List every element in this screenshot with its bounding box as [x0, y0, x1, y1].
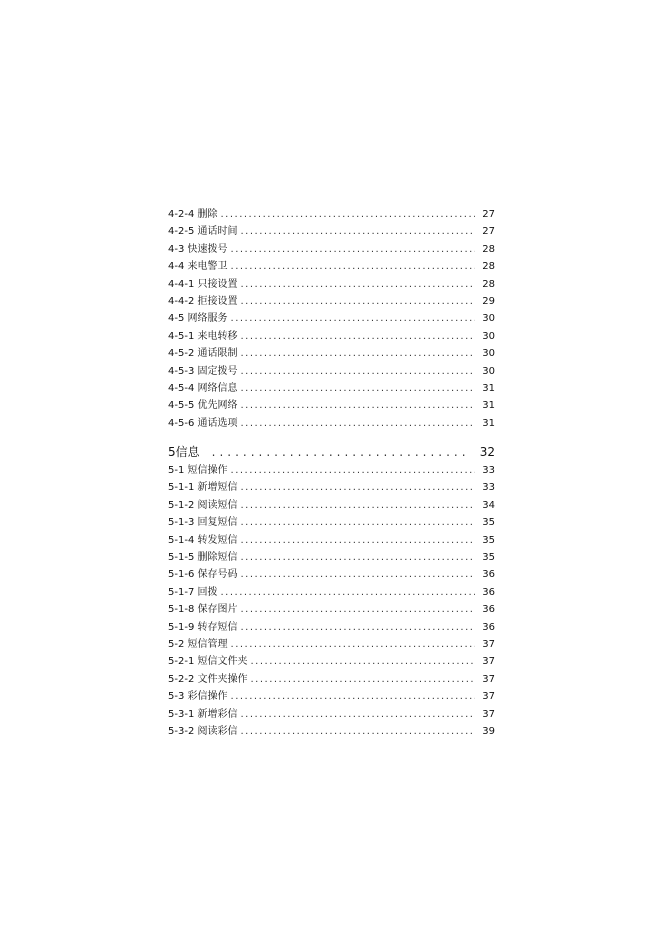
toc-entry-label: 5-1-3 回复短信: [168, 517, 238, 529]
toc-entry-label: 4-5 网络服务: [168, 313, 228, 325]
toc-entry-label: 4-5-3 固定拨号: [168, 365, 238, 377]
leader-dots: [240, 380, 475, 397]
toc-entry: [168, 310, 495, 327]
toc-entry-label: 4-5-2 通话限制: [168, 348, 238, 360]
toc-entry: [168, 671, 495, 688]
leader-dots: [220, 206, 475, 223]
toc-entry-page: 31: [482, 382, 495, 394]
leader-dots: [250, 653, 475, 670]
table-of-contents: [168, 206, 495, 740]
toc-entry-page: 28: [482, 278, 495, 290]
toc-section-4: [168, 206, 495, 432]
leader-dots: [231, 688, 475, 705]
toc-entry-page: 37: [482, 673, 495, 685]
toc-entry-label: 5-1-5 删除短信: [168, 552, 238, 564]
toc-entry: [168, 653, 495, 670]
toc-entry-label: 4-5-1 来电转移: [168, 330, 238, 342]
toc-entry-page: 37: [482, 638, 495, 650]
chapter-label: 5信息: [168, 445, 200, 460]
toc-entry-page: 35: [482, 552, 495, 564]
toc-entry: [168, 584, 495, 601]
toc-chapter-heading: [168, 442, 495, 462]
toc-entry-label: 5-1-8 保存图片: [168, 604, 238, 616]
toc-entry-page: 37: [482, 691, 495, 703]
toc-entry: [168, 514, 495, 531]
toc-entry: [168, 363, 495, 380]
toc-entry: [168, 706, 495, 723]
toc-entry: [168, 415, 495, 432]
toc-entry-label: 5-1-2 阅读短信: [168, 499, 238, 511]
leader-dots: [240, 532, 475, 549]
toc-entry: [168, 380, 495, 397]
toc-entry: [168, 566, 495, 583]
toc-entry: [168, 601, 495, 618]
leader-dots: [231, 258, 475, 275]
toc-entry-label: 5-3-2 阅读彩信: [168, 725, 238, 737]
toc-entry: [168, 241, 495, 258]
toc-entry-page: 28: [482, 243, 495, 255]
toc-entry-page: 31: [482, 400, 495, 412]
toc-entry: [168, 345, 495, 362]
toc-entry-label: 5-2-1 短信文件夹: [168, 656, 248, 668]
toc-entry-page: 35: [482, 534, 495, 546]
toc-entry-page: 36: [482, 569, 495, 581]
toc-entry: [168, 549, 495, 566]
leader-dots: [231, 310, 475, 327]
toc-entry: [168, 532, 495, 549]
toc-entry-page: 34: [482, 499, 495, 511]
toc-entry-page: 35: [482, 517, 495, 529]
toc-entry-page: 37: [482, 656, 495, 668]
toc-entry-page: 29: [482, 295, 495, 307]
toc-entry-page: 28: [482, 261, 495, 273]
toc-entry: [168, 462, 495, 479]
toc-entry: [168, 688, 495, 705]
leader-dots: [240, 293, 475, 310]
toc-entry: [168, 397, 495, 414]
toc-entry: [168, 636, 495, 653]
toc-entry-label: 4-5-4 网络信息: [168, 382, 238, 394]
toc-entry-label: 4-4-2 拒接设置: [168, 295, 238, 307]
leader-dots: [240, 549, 475, 566]
toc-entry-label: 5-2 短信管理: [168, 638, 228, 650]
leader-dots: [240, 706, 475, 723]
leader-dots: [240, 223, 475, 240]
leader-dots: [240, 619, 475, 636]
toc-entry-label: 5-1-9 转存短信: [168, 621, 238, 633]
toc-entry-page: 36: [482, 621, 495, 633]
toc-entry: [168, 223, 495, 240]
toc-entry-page: 36: [482, 586, 495, 598]
leader-dots: [240, 723, 475, 740]
toc-entry-label: 4-2-5 通话时间: [168, 226, 238, 238]
leader-dots: [240, 397, 475, 414]
leader-dots: [240, 497, 475, 514]
leader-dots: [240, 345, 475, 362]
toc-entry-label: 5-3-1 新增彩信: [168, 708, 238, 720]
toc-entry-page: 33: [482, 482, 495, 494]
leader-dots: [231, 462, 475, 479]
toc-entry: [168, 276, 495, 293]
toc-entry-page: 36: [482, 604, 495, 616]
toc-entry: [168, 619, 495, 636]
toc-entry-page: 33: [482, 465, 495, 477]
toc-entry-label: 4-5-6 通话选项: [168, 417, 238, 429]
leader-dots: [240, 479, 475, 496]
toc-entry-label: 4-4-1 只接设置: [168, 278, 238, 290]
toc-entry-label: 5-1-7 回拨: [168, 586, 218, 598]
toc-entry-page: 37: [482, 708, 495, 720]
leader-dots: [240, 566, 475, 583]
toc-entry-page: 30: [482, 365, 495, 377]
toc-entry: [168, 497, 495, 514]
toc-entry: [168, 723, 495, 740]
leader-dots: [240, 276, 475, 293]
chapter-page: 32: [479, 445, 495, 460]
toc-entry-page: 30: [482, 348, 495, 360]
toc-entry: [168, 479, 495, 496]
leader-dots: [240, 328, 475, 345]
toc-entry-label: 4-4 来电警卫: [168, 261, 228, 273]
toc-entry-label: 4-2-4 删除: [168, 209, 218, 220]
leader-dots: [240, 601, 475, 618]
toc-entry-label: 5-1-4 转发短信: [168, 534, 238, 546]
toc-entry-label: 5-1 短信操作: [168, 465, 228, 477]
leader-dots: [240, 363, 475, 380]
toc-entry-page: 27: [482, 226, 495, 238]
toc-entry-label: 5-1-6 保存号码: [168, 569, 238, 581]
toc-entry-label: 5-3 彩信操作: [168, 691, 228, 703]
leader-dots: [212, 442, 469, 462]
leader-dots: [231, 636, 475, 653]
leader-dots: [231, 241, 475, 258]
toc-section-5: [168, 462, 495, 740]
toc-entry: [168, 328, 495, 345]
toc-entry-label: 5-1-1 新增短信: [168, 482, 238, 494]
leader-dots: [240, 415, 475, 432]
toc-entry-page: 27: [482, 209, 495, 220]
leader-dots: [250, 671, 475, 688]
toc-entry-label: 5-2-2 文件夹操作: [168, 673, 248, 685]
toc-entry-page: 31: [482, 417, 495, 429]
toc-entry: [168, 206, 495, 223]
leader-dots: [240, 514, 475, 531]
toc-entry: [168, 258, 495, 275]
toc-entry-label: 4-3 快速拨号: [168, 243, 228, 255]
toc-entry-page: 39: [482, 725, 495, 737]
toc-entry-label: 4-5-5 优先网络: [168, 400, 238, 412]
toc-entry-page: 30: [482, 330, 495, 342]
toc-entry-page: 30: [482, 313, 495, 325]
toc-entry: [168, 293, 495, 310]
leader-dots: [220, 584, 475, 601]
